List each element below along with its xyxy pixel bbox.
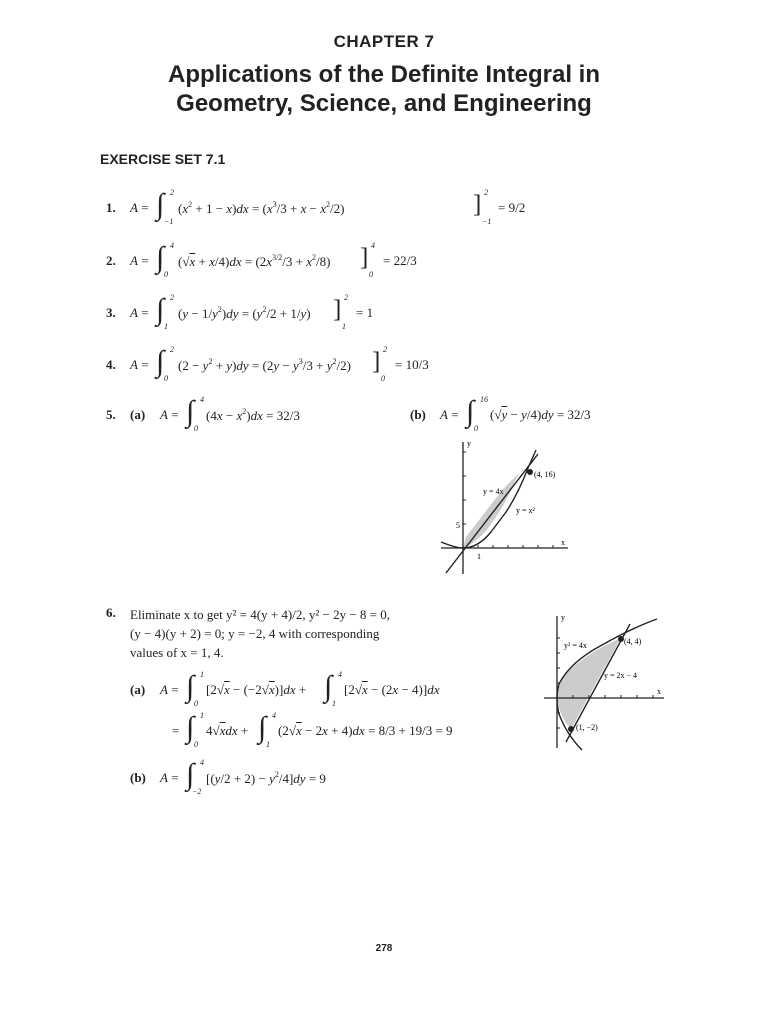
problem-6b — [130, 758, 550, 798]
formula-term-1: [2√x − (−2√x)]dx + — [206, 682, 307, 697]
problem-number: 5. — [106, 407, 116, 422]
integral-sign: ∫ — [258, 711, 267, 744]
integral-sign: ∫ — [186, 395, 195, 428]
title-line-1: Applications of the Definite Integral in — [167, 61, 601, 88]
integral-lower-limit: 1 — [332, 699, 336, 708]
exercise-set-heading: EXERCISE SET 7.1 — [100, 151, 226, 167]
integral-sign: ∫ — [156, 345, 165, 378]
formula-lhs-b: A = — [440, 407, 459, 422]
integral-upper-limit: 1 — [200, 670, 204, 679]
y-tick-label: 5 — [456, 521, 460, 530]
problem-5 — [106, 395, 666, 435]
problem-6-line-1: Eliminate x to get y² = 4(y + 4)/2, y² − 2y − 8 = 0, — [130, 607, 391, 622]
integral-upper-limit: 2 — [170, 188, 174, 197]
x-tick-label: 1 — [477, 552, 481, 561]
integral-upper-limit: 4 — [170, 241, 174, 250]
intersection-point — [527, 469, 533, 475]
evaluation-bracket: ] — [372, 348, 381, 375]
chapter-title — [0, 60, 768, 118]
integral-lower-limit: 0 — [474, 424, 478, 433]
eval-upper-limit: 4 — [371, 241, 375, 250]
integral-sign: ∫ — [156, 188, 165, 221]
formula-body: $[(y/2 + 2) - y^2/4]dy = 9$ — [206, 770, 326, 786]
evaluation-bracket: ] — [333, 296, 342, 323]
bottom-intersection-point — [568, 726, 574, 732]
formula-lhs: A = — [160, 682, 179, 697]
eval-upper-limit: 2 — [344, 293, 348, 302]
graph-problem-6 — [542, 610, 672, 755]
formula-lhs: A = — [130, 253, 149, 268]
problem-6a-continued — [130, 711, 550, 751]
formula-result: = 10/3 — [395, 357, 429, 372]
part-a-label: (a) — [130, 407, 146, 422]
chapter-heading: CHAPTER 7 — [333, 32, 435, 51]
integral-sign: ∫ — [156, 241, 165, 274]
evaluation-bracket: ] — [473, 191, 482, 218]
integral-sign: ∫ — [156, 293, 165, 326]
problem-3 — [106, 293, 706, 333]
y-axis-label: y — [467, 439, 471, 448]
formula-body: $(√x + x/4)dx = (2x^{3/2}/3 + x^2/8)$ — [178, 253, 331, 269]
integral-lower-limit: −2 — [192, 787, 202, 796]
problem-2 — [106, 241, 706, 281]
parabola-label: y = x² — [516, 506, 535, 515]
integral-sign: ∫ — [324, 670, 333, 703]
eval-lower-limit: −1 — [482, 217, 492, 226]
formula-lhs: A = — [130, 357, 149, 372]
integral-sign: ∫ — [186, 670, 195, 703]
formula-body-b: (√y − y/4)dy = 32/3 — [490, 407, 591, 422]
integral-lower-limit: 0 — [194, 740, 198, 749]
integral-lower-limit: 0 — [164, 270, 168, 279]
shaded-region — [557, 638, 621, 729]
problem-6-line-3: values of x = 1, 4. — [130, 645, 224, 660]
formula-body: $(2 - y^2 + y)dy = (2y - y^3/3 + y^2/2)$ — [178, 357, 351, 373]
line-label: y = 4x — [483, 487, 504, 496]
problem-number: 6. — [106, 605, 116, 620]
formula-result: = 9/2 — [498, 200, 526, 215]
curve-parabola — [441, 450, 536, 548]
top-point-label: (4, 4) — [624, 637, 642, 646]
page-number: 278 — [375, 943, 393, 954]
problem-6-line-2: (y − 4)(y + 2) = 0; y = −2, 4 with corresponding — [130, 626, 380, 641]
integral-lower-limit: 0 — [194, 699, 198, 708]
equals-sign: = — [172, 723, 180, 738]
integral-sign: ∫ — [186, 711, 195, 744]
eval-lower-limit: 0 — [369, 270, 373, 279]
integral-lower-limit: 1 — [266, 740, 270, 749]
integral-upper-limit: 4 — [200, 395, 204, 404]
integral-upper-limit: 4 — [338, 670, 342, 679]
problem-4 — [106, 345, 706, 385]
formula-term-2: (2√x − 2x + 4)dx = 8/3 + 19/3 = 9 — [278, 723, 453, 738]
line-label: y = 2x − 4 — [604, 671, 638, 680]
part-a-label: (a) — [130, 682, 146, 697]
integral-lower-limit: 0 — [194, 424, 198, 433]
part-b-label: (b) — [410, 407, 426, 422]
title-line-2: Geometry, Science, and Engineering — [176, 90, 592, 117]
problem-6a — [130, 670, 550, 710]
integral-lower-limit: 0 — [164, 374, 168, 383]
problem-1 — [106, 188, 706, 228]
integral-lower-limit: −1 — [164, 217, 174, 226]
problem-number: 3. — [106, 305, 116, 320]
y-axis-label: y — [561, 613, 565, 622]
parabola-label: y² = 4x — [564, 641, 587, 650]
formula-lhs: A = — [130, 200, 149, 215]
integral-upper-limit: 4 — [272, 711, 276, 720]
integral-upper-limit: 16 — [480, 395, 488, 404]
formula-lhs: A = — [160, 407, 179, 422]
integral-upper-limit: 2 — [170, 293, 174, 302]
formula-result: = 1 — [356, 305, 374, 320]
integral-upper-limit: 4 — [200, 758, 204, 767]
eval-lower-limit: 1 — [342, 322, 346, 331]
formula-term-1: 4√xdx + — [206, 723, 249, 738]
formula-body-a: $(4x - x^2)dx = 32/3$ — [206, 407, 300, 423]
x-axis-label: x — [561, 538, 565, 547]
integral-upper-limit: 2 — [170, 345, 174, 354]
integral-sign: ∫ — [186, 758, 195, 791]
evaluation-bracket: ] — [360, 244, 369, 271]
integral-lower-limit: 1 — [164, 322, 168, 331]
x-axis-label: x — [657, 687, 661, 696]
formula-body: $(x^2 + 1 - x)dx = (x^3/3 + x - x^2/2)$ — [178, 200, 345, 216]
formula-lhs: A = — [160, 770, 179, 785]
integral-sign: ∫ — [466, 395, 475, 428]
problem-number: 2. — [106, 253, 116, 268]
formula-lhs: A = — [130, 305, 149, 320]
bottom-point-label: (1, −2) — [576, 723, 598, 732]
formula-term-2: [2√x − (2x − 4)]dx — [344, 682, 440, 697]
problem-number: 1. — [106, 200, 116, 215]
problem-6-text — [130, 605, 390, 662]
eval-upper-limit: 2 — [383, 345, 387, 354]
point-label: (4, 16) — [534, 470, 556, 479]
eval-upper-limit: 2 — [484, 188, 488, 197]
eval-lower-limit: 0 — [381, 374, 385, 383]
part-b-label: (b) — [130, 770, 146, 785]
formula-body: $(y - 1/y^2)dy = (y^2/2 + 1/y)$ — [178, 305, 311, 321]
problem-number: 4. — [106, 357, 116, 372]
formula-result: = 22/3 — [383, 253, 417, 268]
integral-upper-limit: 1 — [200, 711, 204, 720]
graph-problem-5 — [436, 436, 586, 581]
